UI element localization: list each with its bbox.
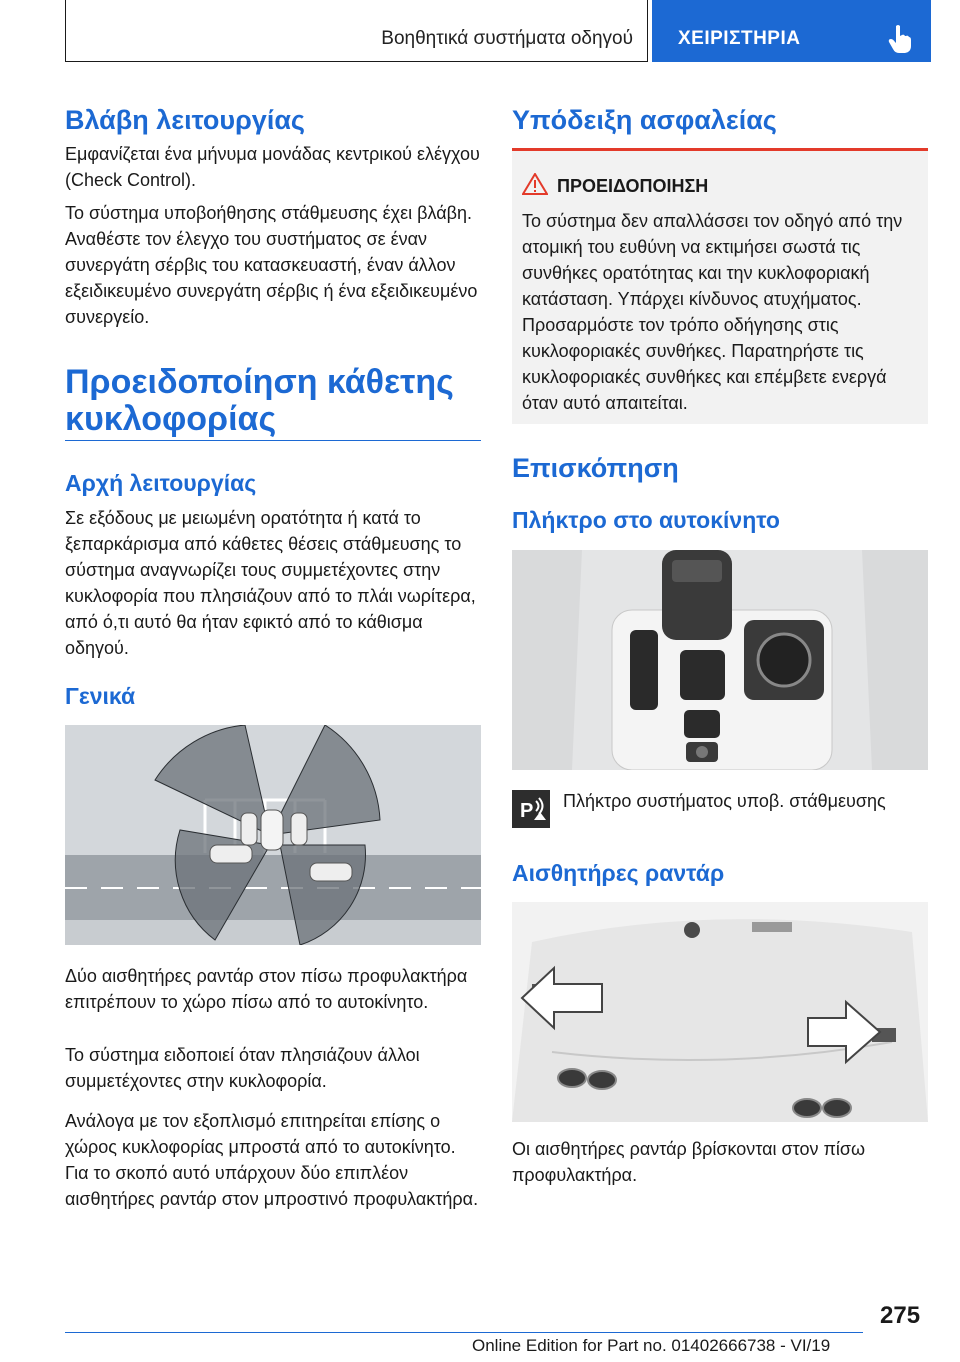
button-caption: Πλήκτρο συστήματος υποβ. στάθμευσης: [563, 791, 886, 811]
section-title: Βοηθητικά συστήματα οδηγού: [381, 28, 633, 49]
sensors-caption: Οι αισθητήρες ραντάρ βρίσκονται στον πίσω προφυλακτήρα.: [512, 1139, 866, 1185]
center-console-photo: [512, 550, 928, 770]
safety-heading: Υπόδειξη ασφαλείας: [512, 105, 777, 135]
chapter-tab: [652, 0, 931, 62]
cross-traffic-illustration: [65, 725, 481, 945]
heading-rule: [65, 440, 481, 441]
edition-text: Online Edition for Part no. 01402666738 - VI/19: [472, 1336, 831, 1355]
fault-paragraph-2: Το σύστημα υποβοήθησης στάθμευσης έχει βλάβη. Αναθέστε τον έλεγχο του συστήματος σε έναν συνεργάτη σέρβις του κατασκευαστή, έναν άλλον εξειδικευμένο συνεργάτη σέρβις ή ένα εξειδικευμένο συνεργείο.: [65, 203, 478, 327]
sensors-heading: Αισθητήρες ραντάρ: [512, 860, 725, 886]
warning-text: Το σύστημα δεν απαλλάσσει τον οδηγό από την ατομική του ευθύνη να εκτιμήσει σωστά τις συνθήκες ορατότητας και την κυκλοφοριακή κατάσταση. Υπάρχει κίνδυνος ατυχήματος. Προσαρμόστε τον τρόπο οδήγησης στις κυκλοφοριακές συνθήκες. Παρατηρήστε τις κυκλοφοριακές συνθήκες και επέμβετε ενεργά όταν αυτό απαιτείται.: [522, 211, 903, 413]
fault-paragraph-1: Εμφανίζεται ένα μήνυμα μονάδας κεντρικού ελέγχου (Check Control).: [65, 144, 480, 190]
main-heading-line-1: Προειδοποίηση κάθετης: [65, 363, 454, 401]
section-title-box: [65, 0, 648, 62]
page-header: [65, 0, 931, 64]
footer-rule: [65, 1332, 863, 1333]
warning-label: ΠΡΟΕΙΔΟΠΟΙΗΣΗ: [557, 176, 709, 196]
fault-heading: Βλάβη λειτουργίας: [65, 105, 305, 135]
general-paragraph-1: Δύο αισθητήρες ραντάρ στον πίσω προφυλακτήρα επιτρέπουν το χώρο πίσω από το αυτοκίνητο.: [65, 966, 468, 1012]
overview-heading: Επισκόπηση: [512, 453, 679, 483]
principle-paragraph: Σε εξόδους με μειωμένη ορατότητα ή κατά το ξεπαρκάρισμα από κάθετες θέσεις στάθμευσης το σύστημα αναγνωρίζει τους συμμετέχοντες στην κυκλοφορία που πλησιάζουν από το πλάι νωρίτερα, από ό,τι αυτό θα ήταν εφικτό από το κάθισμα οδηγού.: [65, 508, 476, 658]
button-heading: Πλήκτρο στο αυτοκίνητο: [512, 507, 780, 533]
warning-triangle-icon: [522, 173, 548, 195]
principle-heading: Αρχή λειτουργίας: [65, 470, 257, 496]
general-paragraph-3: Ανάλογα με τον εξοπλισμό επιτηρείται επίσης ο χώρος κυκλοφορίας μπροστά από το αυτοκίνητο. Για το σκοπό αυτό υπάρχουν δύο επιπλέον αισθητήρες ραντάρ στον μπροστινό προφυλακτήρα.: [65, 1111, 479, 1209]
rear-bumper-photo: [512, 902, 928, 1122]
svg-text:P: P: [520, 800, 534, 822]
chapter-title: ΧΕΙΡΙΣΤΗΡΙΑ: [678, 28, 801, 49]
main-heading-line-2: κυκλοφορίας: [65, 400, 277, 438]
page-number: 275: [880, 1302, 921, 1329]
general-heading: Γενικά: [65, 683, 136, 709]
park-assist-button-icon: [512, 790, 550, 828]
general-paragraph-2: Το σύστημα ειδοποιεί όταν πλησιάζουν άλλοι συμμετέχοντες στην κυκλοφορία.: [65, 1045, 420, 1091]
warning-box: [512, 148, 928, 424]
hand-pointer-icon: [887, 24, 913, 54]
